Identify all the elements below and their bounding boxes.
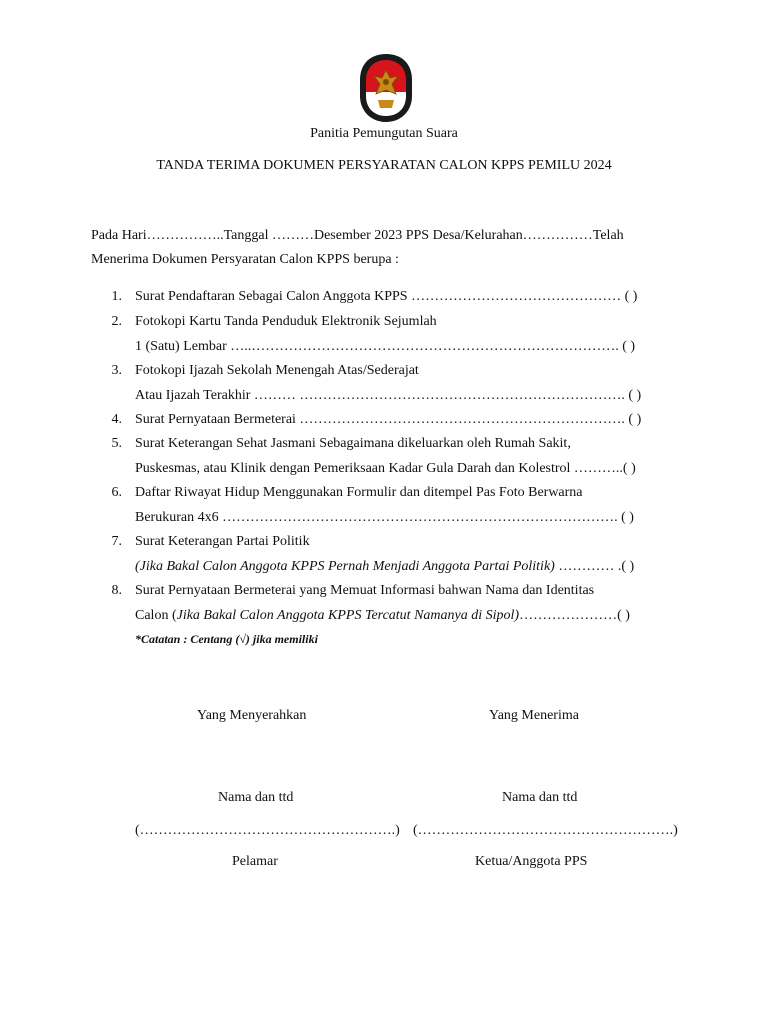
item-prefix: Calon ( [135,608,177,623]
checklist-note: *Catatan : Centang (√) jika memiliki [135,632,318,646]
list-item: Daftar Riwayat Hidup Menggunakan Formulir dan ditempel Pas Foto Berwarna [135,485,583,500]
item-number: 8. [111,583,122,598]
list-item: Fotokopi Kartu Tanda Penduduk Elektronik Sejumlah [135,314,437,329]
sender-role: Yang Menyerahkan [197,708,307,723]
document-title: TANDA TERIMA DOKUMEN PERSYARATAN CALON KPPS PEMILU 2024 [156,158,612,173]
list-item: Surat Pernyataan Bermeterai ……………………………………………………………. ( ) [135,412,642,427]
list-item: Puskesmas, atau Klinik dengan Pemeriksaan Kadar Gula Darah dan Kolestrol ………..( ) [135,461,636,476]
list-item [135,559,634,575]
italic-note: Jika Bakal Calon Anggota KPPS Tercatut Namanya di Sipol) [176,608,520,623]
item-number: 1. [111,289,122,304]
sender-title: Pelamar [232,854,278,869]
item-number: 3. [111,363,122,378]
list-item: Fotokopi Ijazah Sekolah Menengah Atas/Sederajat [135,363,419,378]
receiver-role: Yang Menerima [489,708,579,723]
sender-name-label: Nama dan ttd [218,790,294,805]
item-number: 2. [111,314,122,329]
receiver-signature-line: (……………………………………………….) [413,823,678,838]
item-dots: ………… .( ) [554,559,635,574]
list-item [135,608,630,624]
item-number: 4. [111,412,122,427]
receiver-name-label: Nama dan ttd [502,790,578,805]
item-number: 6. [111,485,122,500]
item-number: 7. [111,534,122,549]
italic-note: (Jika Bakal Calon Anggota KPPS Pernah Menjadi Anggota Partai Politik) [135,559,555,574]
list-item: Surat Pendaftaran Sebagai Calon Anggota KPPS ……………………………………… ( ) [135,289,638,304]
list-item: Atau Ijazah Terakhir ……… ……………………………………………………………. ( ) [135,388,642,403]
list-item: Surat Pernyataan Bermeterai yang Memuat Informasi bahwan Nama dan Identitas [135,583,595,598]
list-item: Surat Keterangan Sehat Jasmani Sebagaimana dikeluarkan oleh Rumah Sakit, [135,436,571,451]
org-name: Panitia Pemungutan Suara [310,126,458,141]
list-item: Surat Keterangan Partai Politik [135,534,310,549]
item-number: 5. [111,436,122,451]
list-item: Berukuran 4x6 …………………………………………………………………………. ( ) [135,510,634,525]
receiver-title: Ketua/Anggota PPS [475,854,588,869]
list-item: 1 (Satu) Lembar …..……………………………………………………………………. ( ) [135,339,636,354]
intro-line-2: Menerima Dokumen Persyaratan Calon KPPS berupa : [91,252,399,267]
kpu-logo [356,52,416,124]
item-dots: …………………( ) [519,608,630,623]
intro-line-1: Pada Hari……………..Tanggal ………Desember 2023 PPS Desa/Kelurahan……………Telah [91,228,624,243]
sender-signature-line: (……………………………………………….) [135,823,400,838]
